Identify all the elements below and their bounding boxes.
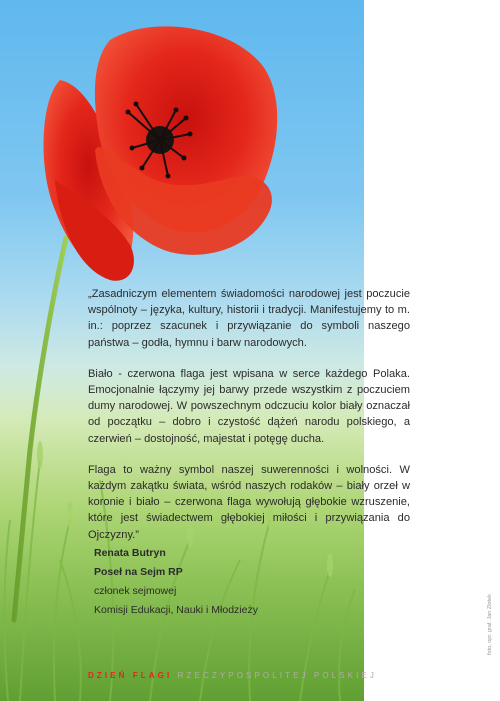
signature-name: Renata Butryn [94,547,166,559]
footer-republic: RZECZYPOSPOLITEJ POLSKIEJ [177,671,377,680]
quote-paragraph-3: Flaga to ważny symbol naszej suwerenności i wolności. W każdym zakątku świata, wśród naszych rodaków – biały orzeł w koronie i biało – czerwona flaga wywołują głębokie wzruszenie, które jest świadectwem głębokiej miłości i przywiązania do Ojczyzny.” [88,463,410,541]
quote-text [88,286,410,543]
photo-credit: foto, opr. graf. Jan Złotek [487,594,493,655]
quote-paragraph-2: Biało - czerwona flaga jest wpisana w serce każdego Polaka. Emocjonalnie łączymy jej barwy przede wszystkim z poczuciem dumy narodowej. W powszechnym odczuciu kolor biały oznaczał od początku – dobro i czystość dążeń narodu polskiego, a czerwień – dostojność, majestat i potęgę ducha. [88,367,410,445]
signature-title: Poseł na Sejm RP [94,566,183,578]
signature-block [94,544,258,620]
footer-flag-day: DZIEŃ FLAGI [88,671,173,680]
quote-paragraph-1: „Zasadniczym elementem świadomości narodowej jest poczucie wspólnoty – języka, kultury, historii i tradycji. Manifestujemy to m. in.: poprzez szacunek i przywiązanie do symboli naszego państwa – godła, hymnu i barw narodowych. [88,288,410,349]
poppy-flower [44,26,278,280]
footer-banner [88,671,377,680]
signature-committee: Komisji Edukacji, Nauki i Młodzieży [94,604,258,616]
signature-role: członek sejmowej [94,585,177,597]
